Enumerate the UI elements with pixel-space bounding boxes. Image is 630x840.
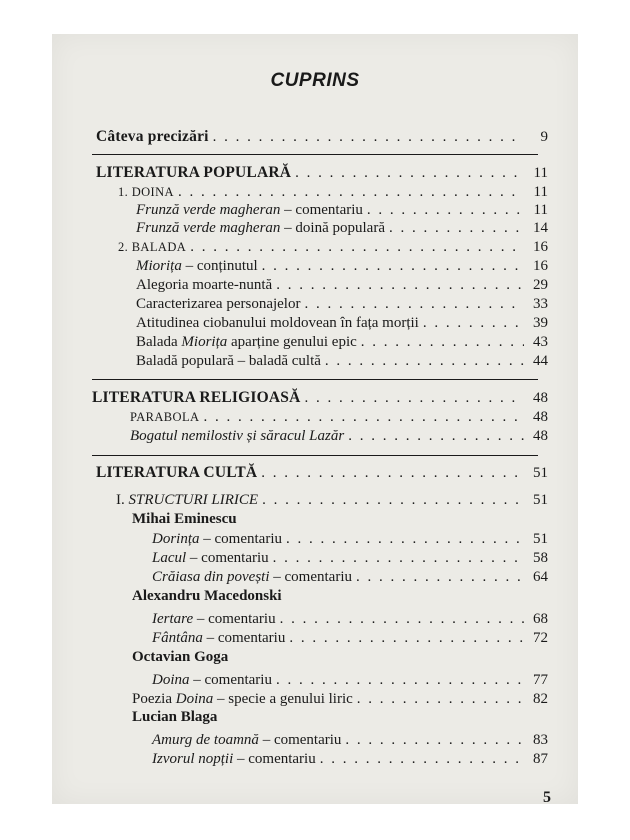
toc-entry [96,128,548,146]
leader-dots [273,550,524,567]
leader-dots [190,239,524,256]
toc-entry [136,296,548,313]
toc-label: Atitudinea ciobanului moldovean în fața morții [136,315,419,331]
leader-dots [356,569,524,586]
toc-entry [96,464,548,482]
toc-entry [152,531,548,548]
toc-label: Baladă populară – baladă cultă [136,353,321,369]
toc-label: LITERATURA CULTĂ [96,464,258,481]
toc-label: I. STRUCTURI LIRICE [116,492,259,508]
toc-label: Doina – comentariu [152,672,272,688]
page-title: CUPRINS [270,70,360,91]
toc-entry [152,732,548,749]
leader-dots [361,334,524,351]
toc-entry [136,277,548,294]
leader-dots [286,531,524,548]
page-number: 44 [533,353,548,369]
toc-label: Câteva precizări [96,128,209,145]
leader-dots [304,296,524,313]
toc-label: Frunză verde magheran – doină populară [136,220,385,236]
leader-dots [304,390,524,407]
author-heading [132,649,548,666]
toc-label: Bogatul nemilostiv și săracul Lazăr [130,428,345,444]
book-page [52,34,578,804]
toc-entry [152,550,548,567]
toc-entry [152,569,548,586]
toc-entry [136,202,548,219]
toc-label: Lacul – comentariu [152,550,269,566]
toc-label: Amurg de toamnă – comentariu [152,732,342,748]
toc-label: Izvorul nopții – comentariu [152,751,316,767]
page-number: 48 [533,428,548,444]
toc-entry [152,751,548,768]
page-number: 51 [533,492,548,508]
leader-dots [367,202,524,219]
toc-entry [116,492,548,509]
page-number: 83 [533,732,548,748]
toc-entry [118,184,548,201]
leader-dots [262,258,524,275]
toc-entry [152,672,548,689]
divider [92,455,538,456]
toc-entry [132,691,548,708]
leader-dots [276,277,524,294]
author-heading [132,709,548,726]
page-number: 58 [533,550,548,566]
toc-entry [136,334,548,351]
divider [92,154,538,155]
toc-label: Crăiasa din povești – comentariu [152,569,352,585]
leader-dots [213,129,524,146]
leader-dots [276,672,524,689]
toc-label: Frunză verde magheran – comentariu [136,202,363,218]
author-name: Mihai Eminescu [132,511,237,527]
page-number: 87 [533,751,548,767]
page-number: 39 [533,315,548,331]
toc-entry [96,164,548,182]
leader-dots [423,315,524,332]
toc-entry [136,353,548,370]
page-number: 82 [533,691,548,707]
page-number: 64 [533,569,548,585]
page-number: 11 [533,184,548,200]
leader-dots [280,611,524,628]
leader-dots [345,732,524,749]
page-number: 16 [533,239,548,255]
toc-label: Alegoria moarte-nuntă [136,277,273,293]
divider [92,379,538,380]
page-number: 9 [540,129,548,145]
author-heading [132,588,548,605]
leader-dots [261,465,524,482]
leader-dots [348,428,524,445]
leader-dots [295,165,524,182]
toc-entry [152,630,548,647]
page-number: 51 [533,531,548,547]
page-number: 11 [533,202,548,218]
toc-entry [136,220,548,237]
page-number: 29 [533,277,548,293]
author-name: Lucian Blaga [132,709,218,725]
leader-dots [357,691,524,708]
page-number: 14 [533,220,548,236]
leader-dots [262,492,524,509]
toc-entry [136,315,548,332]
page-number: 48 [533,390,548,406]
page-number: 11 [533,165,548,181]
toc-entry [130,409,548,426]
toc-entry [118,239,548,256]
toc-label: Balada Miorița aparține genului epic [136,334,357,350]
toc-label: 1. DOINA [118,185,174,199]
leader-dots [203,409,524,426]
author-heading [132,511,548,528]
page-number: 48 [533,409,548,425]
page-number: 51 [533,465,548,481]
toc-label: Dorința – comentariu [152,531,282,547]
page-number: 43 [533,334,548,350]
toc-label: LITERATURA RELIGIOASĂ [92,389,301,406]
author-name: Alexandru Macedonski [132,588,282,604]
leader-dots [320,751,524,768]
leader-dots [389,220,524,237]
table-of-contents [52,34,578,804]
leader-dots [325,353,524,370]
toc-entry [152,611,548,628]
toc-entry [92,389,548,407]
leader-dots [178,184,524,201]
toc-label: 2. BALADA [118,240,187,254]
toc-label: Iertare – comentariu [152,611,276,627]
page-number: 68 [533,611,548,627]
page-number: 72 [533,630,548,646]
page-number: 33 [533,296,548,312]
toc-label: Fântâna – comentariu [152,630,286,646]
toc-label: Miorița – conținutul [136,258,258,274]
author-name: Octavian Goga [132,649,229,665]
toc-label: LITERATURA POPULARĂ [96,164,292,181]
toc-entry [130,428,548,445]
toc-label: PARABOLA [130,410,200,424]
leader-dots [289,630,524,647]
page-folio: 5 [543,789,551,806]
toc-label: Caracterizarea personajelor [136,296,301,312]
toc-entry [136,258,548,275]
page-number: 16 [533,258,548,274]
page-number: 77 [533,672,548,688]
toc-label: Poezia Doina – specie a genului liric [132,691,353,707]
